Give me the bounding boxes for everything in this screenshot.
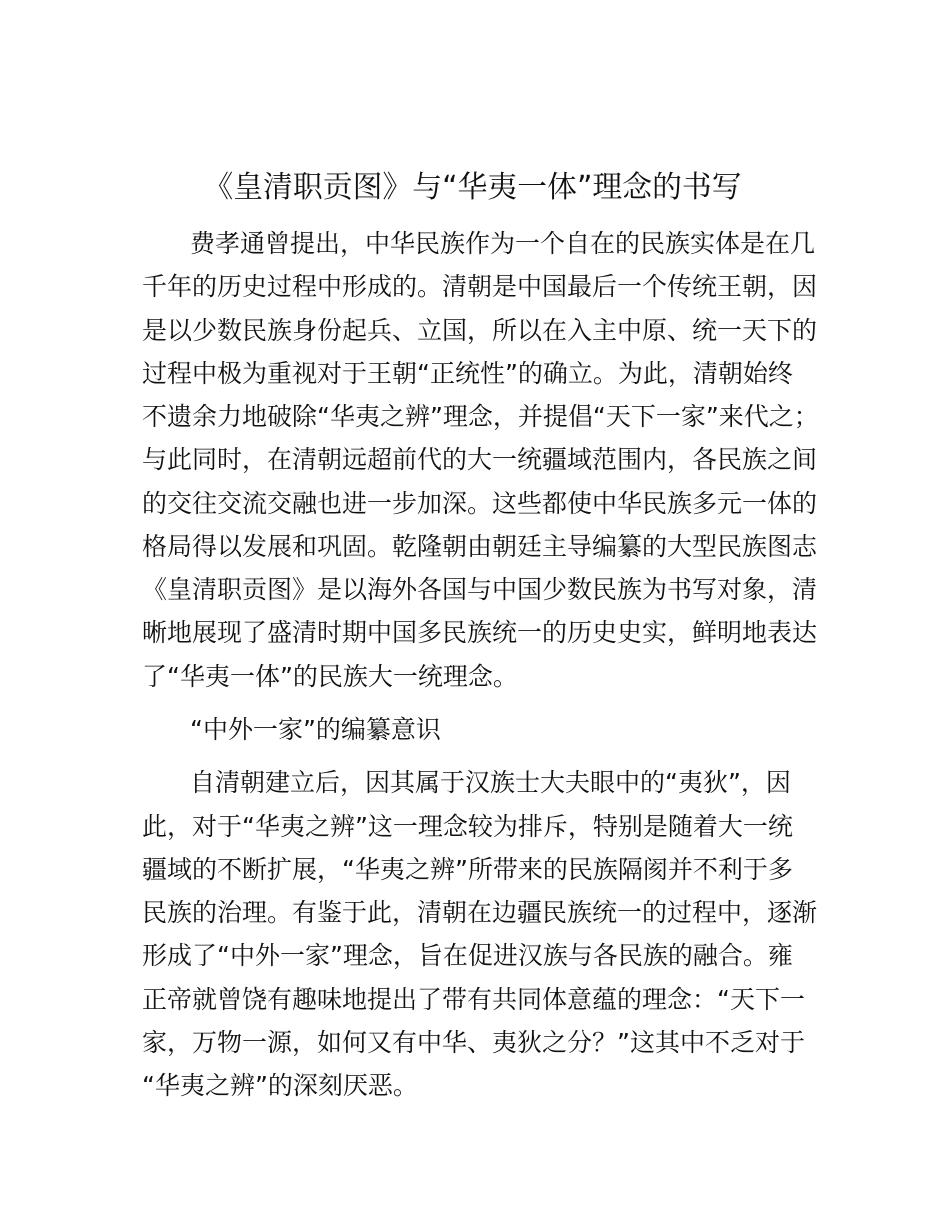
paragraph-line: 《皇清职贡图》是以海外各国与中国少数民族为书写对象，清: [142, 575, 818, 604]
paragraph-line: 晰地展现了盛清时期中国多民族统一的历史史实，鲜明地表达: [142, 618, 818, 647]
paragraph-line: 此，对于“华夷之辨”这一理念较为排斥，特别是随着大一统: [142, 812, 793, 841]
paragraph-line: “华夷之辨”的深刻厌恶。: [142, 1071, 418, 1100]
document-title: 《皇清职贡图》与“华夷一体”理念的书写: [203, 170, 742, 205]
paragraph-line: 是以少数民族身份起兵、立国，所以在入主中原、统一天下的: [142, 316, 818, 345]
paragraph-line: 了“华夷一体”的民族大一统理念。: [142, 662, 518, 691]
paragraph-line: 过程中极为重视对于王朝“正统性”的确立。为此，清朝始终: [142, 359, 793, 388]
paragraph-line: 正帝就曾饶有趣味地提出了带有共同体意蕴的理念：“天下一: [142, 985, 805, 1014]
paragraph-line: 与此同时，在清朝远超前代的大一统疆域范围内，各民族之间: [142, 445, 818, 474]
paragraph-line: 千年的历史过程中形成的。清朝是中国最后一个传统王朝，因: [142, 272, 818, 301]
paragraph-line: 不遗余力地破除“华夷之辨”理念，并提倡“天下一家”来代之；: [142, 402, 819, 431]
paragraph-line: 疆域的不断扩展，“华夷之辨”所带来的民族隔阂并不利于多: [142, 855, 793, 884]
paragraph-line: 格局得以发展和巩固。乾隆朝由朝廷主导编纂的大型民族图志: [142, 532, 818, 561]
paragraph-line: 形成了“中外一家”理念，旨在促进汉族与各民族的融合。雍: [142, 941, 793, 970]
paragraph-line: 费孝通曾提出，中华民族作为一个自在的民族实体是在几: [190, 229, 816, 258]
paragraph-line: 民族的治理。有鉴于此，清朝在边疆民族统一的过程中，逐渐: [142, 898, 818, 927]
paragraph-line: 自清朝建立后，因其属于汉族士大夫眼中的“夷狄”，因: [190, 768, 791, 797]
section-heading-text: “中外一家”的编纂意识: [190, 715, 441, 744]
paragraph-line: 的交往交流交融也进一步加深。这些都使中华民族多元一体的: [142, 489, 818, 518]
paragraph-line: 家，万物一源，如何又有中华、夷狄之分？”这其中不乏对于: [142, 1028, 805, 1057]
